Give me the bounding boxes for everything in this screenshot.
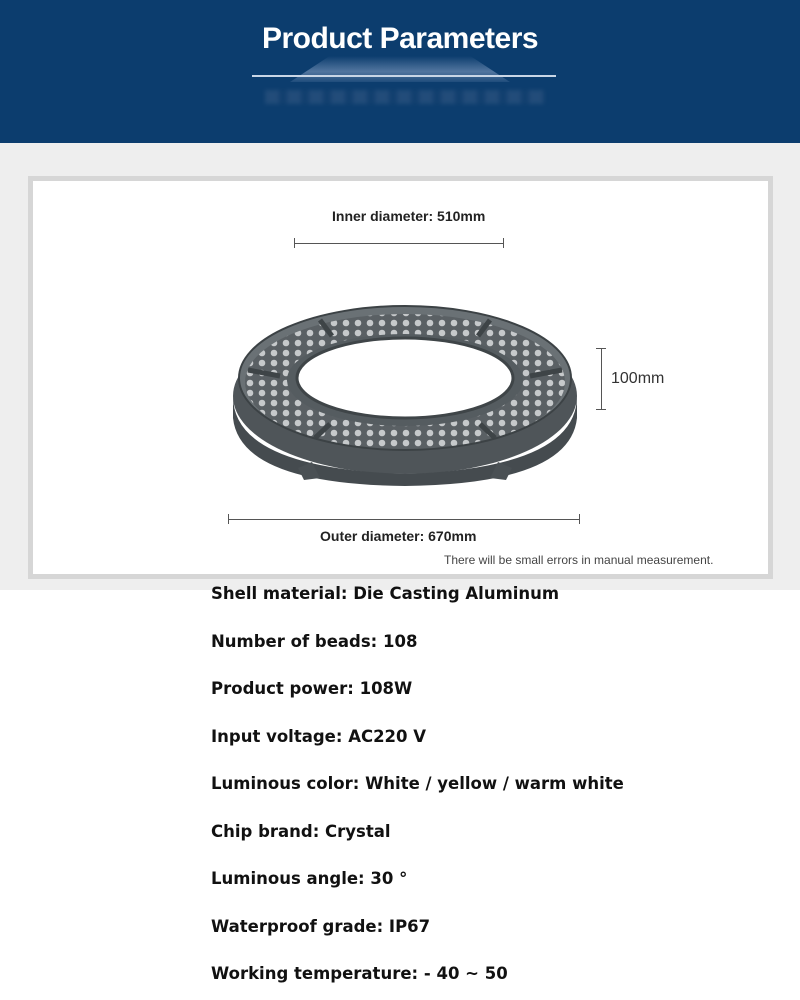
height-line: [601, 348, 602, 410]
spec-working-temperature: Working temperature: - 40 ~ 50: [211, 964, 508, 983]
spec-waterproof-grade: Waterproof grade: IP67: [211, 917, 431, 936]
inner-diameter-label: Inner diameter: 510mm: [332, 208, 486, 224]
banner-light-effect: [290, 56, 510, 82]
outer-diameter-label: Outer diameter: 670mm: [320, 528, 477, 544]
inner-diameter-cap-right: [503, 238, 504, 248]
outer-diameter-cap-left: [228, 514, 229, 524]
height-cap-bottom: [596, 409, 606, 410]
spec-product-power: Product power: 108W: [211, 679, 413, 698]
inner-diameter-cap-left: [294, 238, 295, 248]
spec-number-of-beads: Number of beads: 108: [211, 632, 418, 651]
outer-diameter-cap-right: [579, 514, 580, 524]
spec-luminous-angle: Luminous angle: 30 °: [211, 869, 408, 888]
spec-input-voltage: Input voltage: AC220 V: [211, 727, 427, 746]
measurement-note: There will be small errors in manual measurement.: [444, 553, 714, 567]
title-underline: [252, 75, 556, 77]
header-banner: [0, 0, 800, 143]
led-ring-product-image: [220, 278, 590, 488]
spec-shell-material: Shell material: Die Casting Aluminum: [211, 584, 560, 603]
inner-diameter-line: [294, 243, 504, 244]
blurred-subtitle-decoration: [265, 90, 545, 104]
spec-chip-brand: Chip brand: Crystal: [211, 822, 391, 841]
height-label: 100mm: [611, 370, 665, 387]
outer-diameter-line: [228, 519, 580, 520]
page-title: Product Parameters: [261, 22, 539, 55]
height-cap-top: [596, 348, 606, 349]
spec-luminous-color: Luminous color: White / yellow / warm white: [211, 774, 624, 793]
